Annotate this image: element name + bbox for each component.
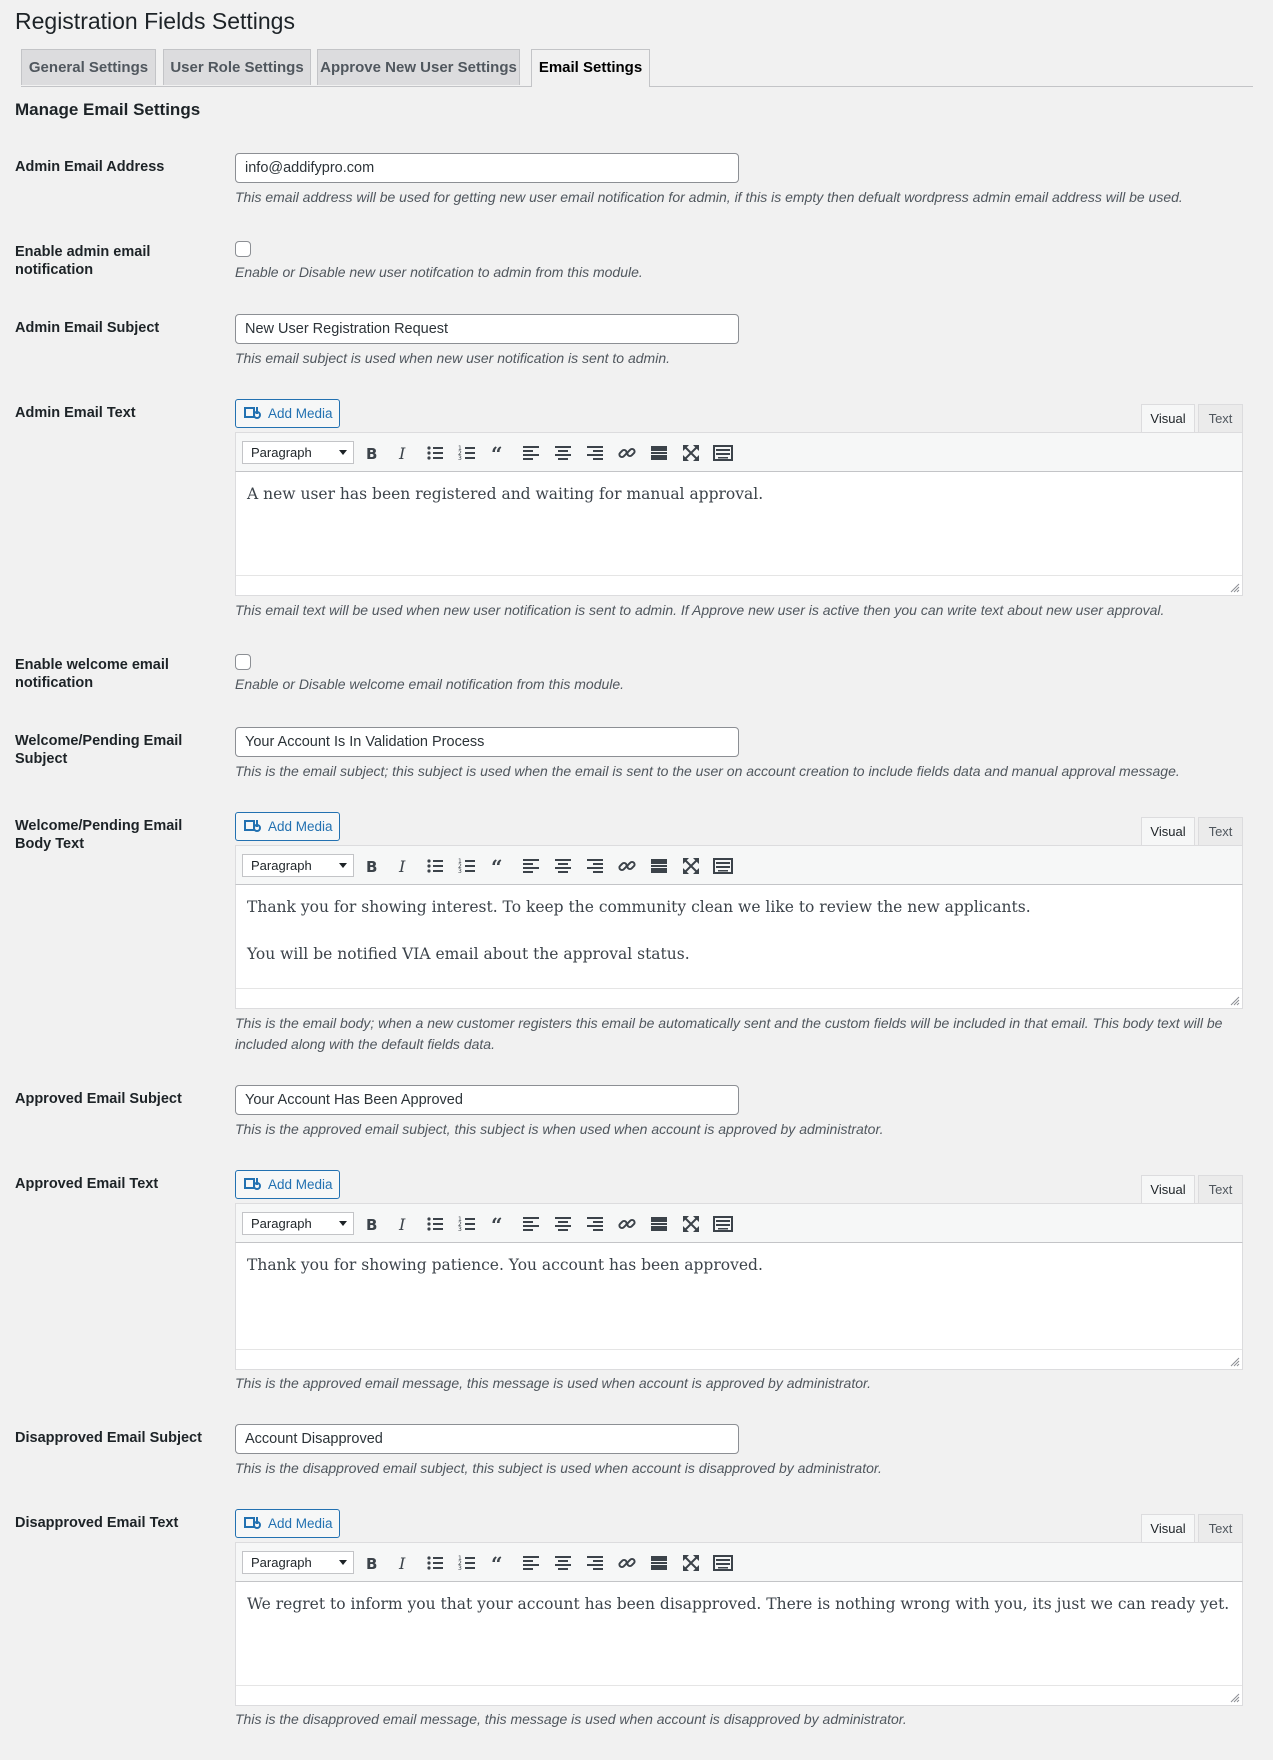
editor-content[interactable] — [235, 1243, 1243, 1370]
add-media-button[interactable] — [235, 399, 340, 428]
tab-general-settings[interactable]: General Settings — [21, 49, 156, 85]
approved-subject-label: Approved Email Subject — [15, 1091, 182, 1107]
add-media-label: Add Media — [268, 406, 333, 421]
format-select-value: Paragraph — [251, 1555, 312, 1570]
approved-text-editor — [235, 1170, 1243, 1370]
approved-subject-input[interactable] — [235, 1085, 739, 1115]
add-media-icon — [244, 1177, 262, 1193]
svg-text:3: 3 — [458, 1226, 462, 1233]
svg-text:I: I — [399, 857, 406, 876]
content-paragraph: Thank you for showing interest. To keep the community clean we like to review the new applicants. — [247, 898, 1031, 916]
approved-subject-description: This is the approved email subject, this subject is when used when account is approved by administrator. — [235, 1121, 884, 1137]
svg-text:I: I — [399, 1215, 406, 1234]
align-left-icon[interactable] — [520, 855, 542, 877]
add-media-button[interactable] — [235, 1509, 340, 1538]
visual-tab[interactable]: Visual — [1141, 1514, 1195, 1542]
svg-text:B: B — [366, 1216, 378, 1234]
welcome-subject-input[interactable] — [235, 727, 739, 757]
align-right-icon[interactable] — [584, 442, 606, 464]
align-center-icon[interactable] — [552, 855, 574, 877]
svg-text:B: B — [366, 445, 378, 463]
add-media-button[interactable] — [235, 812, 340, 841]
editor-toolbar — [235, 432, 1243, 472]
svg-text:2: 2 — [458, 863, 462, 870]
admin-text-description: This email text will be used when new user notification is sent to admin. If Approve new user is active then you can write text about new user approval. — [235, 602, 1165, 618]
blockquote-icon[interactable] — [488, 442, 510, 464]
editor-content[interactable] — [235, 885, 1243, 1009]
fullscreen-icon[interactable] — [680, 1552, 702, 1574]
align-right-icon[interactable] — [584, 1552, 606, 1574]
italic-icon[interactable] — [392, 1552, 414, 1574]
align-left-icon[interactable] — [520, 442, 542, 464]
disapproved-subject-input[interactable] — [235, 1424, 739, 1454]
text-tab[interactable]: Text — [1198, 1175, 1243, 1203]
bullet-list-icon[interactable] — [424, 1552, 446, 1574]
editor-statusbar — [236, 1349, 1242, 1369]
link-icon[interactable] — [616, 1213, 638, 1235]
disapproved-text-editor — [235, 1509, 1243, 1706]
svg-text:“: “ — [491, 1552, 503, 1574]
svg-text:1: 1 — [458, 445, 462, 452]
chevron-down-icon — [339, 450, 347, 455]
content-paragraph: A new user has been registered and waiting for manual approval. — [247, 485, 764, 503]
svg-text:3: 3 — [458, 1565, 462, 1572]
chevron-down-icon — [339, 863, 347, 868]
admin-subject-description: This email subject is used when new user notification is sent to admin. — [235, 350, 670, 366]
svg-text:2: 2 — [458, 1560, 462, 1567]
fullscreen-icon[interactable] — [680, 1213, 702, 1235]
settings-tabs — [21, 49, 1253, 87]
add-media-label: Add Media — [268, 819, 333, 834]
admin-notification-description: Enable or Disable new user notifcation to admin from this module. — [235, 264, 643, 280]
svg-text:I: I — [399, 1554, 406, 1573]
welcome-body-editor — [235, 812, 1243, 1009]
blockquote-icon[interactable] — [488, 1213, 510, 1235]
bold-icon[interactable] — [360, 1552, 382, 1574]
visual-tab[interactable]: Visual — [1141, 404, 1195, 432]
italic-icon[interactable] — [392, 855, 414, 877]
svg-text:“: “ — [491, 1213, 503, 1235]
svg-text:2: 2 — [458, 1221, 462, 1228]
bold-icon[interactable] — [360, 855, 382, 877]
numbered-list-icon[interactable] — [456, 1552, 478, 1574]
editor-statusbar — [236, 988, 1242, 1008]
format-select-value: Paragraph — [251, 858, 312, 873]
disapproved-subject-label: Disapproved Email Subject — [15, 1430, 202, 1446]
approved-text-description: This is the approved email message, this message is used when account is approved by administrator. — [235, 1375, 872, 1391]
svg-text:3: 3 — [458, 455, 462, 462]
add-media-label: Add Media — [268, 1516, 333, 1531]
add-media-label: Add Media — [268, 1177, 333, 1192]
resize-grip-icon[interactable] — [1230, 1357, 1240, 1367]
editor-toolbar — [235, 845, 1243, 885]
disapproved-text-label: Disapproved Email Text — [15, 1515, 179, 1531]
visual-tab[interactable]: Visual — [1141, 1175, 1195, 1203]
align-right-icon[interactable] — [584, 855, 606, 877]
align-left-icon[interactable] — [520, 1552, 542, 1574]
resize-grip-icon[interactable] — [1230, 1693, 1240, 1703]
admin-email-description: This email address will be used for getting new user email notification for admin, if this is empty then defualt wordpress admin email address will be used. — [235, 189, 1183, 205]
admin-email-input[interactable] — [235, 153, 739, 183]
disapproved-text-description: This is the disapproved email message, this message is used when account is disapproved by administrator. — [235, 1711, 907, 1727]
resize-grip-icon[interactable] — [1230, 583, 1240, 593]
tab-approve-new-user-settings[interactable]: Approve New User Settings — [317, 49, 520, 85]
align-left-icon[interactable] — [520, 1213, 542, 1235]
admin-subject-input[interactable] — [235, 314, 739, 344]
toolbar-toggle-icon[interactable] — [712, 855, 734, 877]
align-center-icon[interactable] — [552, 1213, 574, 1235]
chevron-down-icon — [339, 1221, 347, 1226]
svg-text:3: 3 — [458, 868, 462, 875]
welcome-notification-description: Enable or Disable welcome email notification from this module. — [235, 676, 625, 692]
editor-content[interactable] — [235, 1582, 1243, 1706]
format-select[interactable] — [242, 1551, 354, 1574]
editor-statusbar — [236, 575, 1242, 595]
bold-icon[interactable] — [360, 1213, 382, 1235]
content-paragraph: Thank you for showing patience. You account has been approved. — [247, 1256, 763, 1274]
svg-text:“: “ — [491, 442, 503, 464]
welcome-body-label: Welcome/Pending Email Body Text — [15, 818, 183, 852]
text-tab[interactable]: Text — [1198, 1514, 1243, 1542]
numbered-list-icon[interactable] — [456, 1213, 478, 1235]
svg-text:1: 1 — [458, 1216, 462, 1223]
svg-text:2: 2 — [458, 450, 462, 457]
editor-statusbar — [236, 1685, 1242, 1705]
text-tab[interactable]: Text — [1198, 404, 1243, 432]
toolbar-toggle-icon[interactable] — [712, 1213, 734, 1235]
fullscreen-icon[interactable] — [680, 855, 702, 877]
add-media-button[interactable] — [235, 1170, 340, 1199]
visual-tab[interactable]: Visual — [1141, 817, 1195, 845]
toolbar-toggle-icon[interactable] — [712, 1552, 734, 1574]
approved-text-label: Approved Email Text — [15, 1176, 159, 1192]
resize-grip-icon[interactable] — [1230, 996, 1240, 1006]
format-select[interactable] — [242, 1212, 354, 1235]
format-select[interactable] — [242, 441, 354, 464]
link-icon[interactable] — [616, 855, 638, 877]
admin-email-label: Admin Email Address — [15, 159, 165, 175]
format-select[interactable] — [242, 854, 354, 877]
content-paragraph: You will be notified VIA email about the approval status. — [247, 945, 690, 963]
welcome-subject-label: Welcome/Pending Email Subject — [15, 733, 183, 767]
chevron-down-icon — [339, 1560, 347, 1565]
italic-icon[interactable] — [392, 442, 414, 464]
admin-notification-label: Enable admin email notification — [15, 244, 151, 278]
admin-notification-checkbox[interactable] — [235, 241, 251, 257]
bullet-list-icon[interactable] — [424, 442, 446, 464]
welcome-notification-label: Enable welcome email notification — [15, 657, 169, 691]
welcome-notification-checkbox[interactable] — [235, 654, 251, 670]
admin-subject-label: Admin Email Subject — [15, 320, 160, 336]
svg-text:B: B — [366, 858, 378, 876]
tab-user-role-settings[interactable]: User Role Settings — [163, 49, 311, 85]
link-icon[interactable] — [616, 442, 638, 464]
toolbar-toggle-icon[interactable] — [712, 442, 734, 464]
italic-icon[interactable] — [392, 1213, 414, 1235]
tab-email-settings[interactable]: Email Settings — [531, 49, 650, 87]
blockquote-icon[interactable] — [488, 855, 510, 877]
numbered-list-icon[interactable] — [456, 442, 478, 464]
bold-icon[interactable] — [360, 442, 382, 464]
editor-content[interactable] — [235, 472, 1243, 596]
editor-toolbar — [235, 1203, 1243, 1243]
svg-text:1: 1 — [458, 1555, 462, 1562]
read-more-icon[interactable] — [648, 855, 670, 877]
disapproved-subject-description: This is the disapproved email subject, this subject is used when account is disapproved by administrator. — [235, 1460, 882, 1476]
svg-text:1: 1 — [458, 858, 462, 865]
align-center-icon[interactable] — [552, 442, 574, 464]
add-media-icon — [244, 406, 262, 422]
align-center-icon[interactable] — [552, 1552, 574, 1574]
text-tab[interactable]: Text — [1198, 817, 1243, 845]
admin-text-editor — [235, 399, 1243, 596]
fullscreen-icon[interactable] — [680, 442, 702, 464]
welcome-subject-description: This is the email subject; this subject is used when the email is sent to the user on account creation to include fields data and manual approval message. — [235, 763, 1180, 779]
bullet-list-icon[interactable] — [424, 1213, 446, 1235]
svg-text:“: “ — [491, 855, 503, 877]
link-icon[interactable] — [616, 1552, 638, 1574]
editor-toolbar — [235, 1542, 1243, 1582]
content-paragraph: We regret to inform you that your account has been disapproved. There is nothing wrong with you, its just we can ready yet. — [247, 1595, 1230, 1613]
add-media-icon — [244, 819, 262, 835]
blockquote-icon[interactable] — [488, 1552, 510, 1574]
add-media-icon — [244, 1516, 262, 1532]
read-more-icon[interactable] — [648, 1213, 670, 1235]
align-right-icon[interactable] — [584, 1213, 606, 1235]
svg-text:B: B — [366, 1555, 378, 1573]
svg-text:I: I — [399, 444, 406, 463]
section-title: Manage Email Settings — [15, 100, 201, 119]
read-more-icon[interactable] — [648, 1552, 670, 1574]
read-more-icon[interactable] — [648, 442, 670, 464]
bullet-list-icon[interactable] — [424, 855, 446, 877]
welcome-body-description: This is the email body; when a new customer registers this email be automatically sent and the custom fields will be included in that email. This body text will be included along with the default fields data. — [235, 1015, 1223, 1052]
page-title: Registration Fields Settings — [15, 8, 295, 34]
format-select-value: Paragraph — [251, 1216, 312, 1231]
numbered-list-icon[interactable] — [456, 855, 478, 877]
admin-text-label: Admin Email Text — [15, 405, 136, 421]
format-select-value: Paragraph — [251, 445, 312, 460]
